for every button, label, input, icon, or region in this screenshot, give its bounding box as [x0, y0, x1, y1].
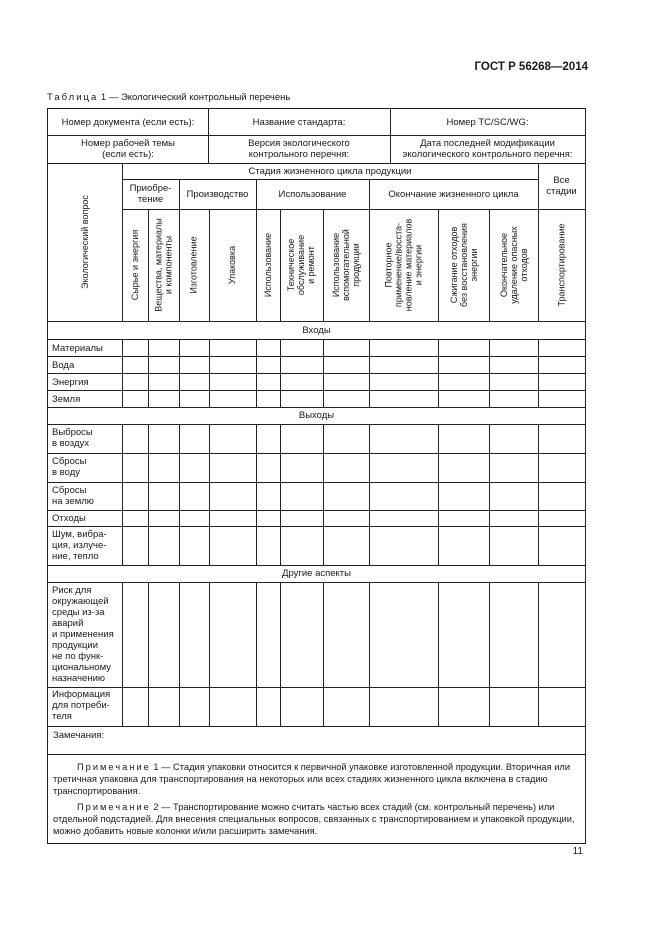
all-stages-header: Все стадии [546, 175, 577, 197]
col-substances: Вещества, материалы и компоненты [153, 218, 174, 312]
last-modified-label: Дата последней модификации экологического контрольного перечня: [402, 138, 573, 160]
note-1 [53, 761, 580, 797]
row-waste: Отходы [52, 513, 86, 524]
section-outputs: Выходы [298, 410, 335, 421]
row-noise: Шум, вибра- ция, излуче- ние, тепло [52, 529, 107, 562]
col-auxiliary: Использование вспомогательной продукции [331, 229, 362, 301]
caption-text: 1 — Экологический контрольный перечень [100, 92, 291, 103]
row-water: Вода [52, 359, 75, 371]
row-water-discharges: Сбросы в воду [52, 456, 87, 478]
section-inputs: Входы [302, 324, 331, 336]
section-other: Другие аспекты [282, 568, 351, 579]
row-energy: Энергия [52, 376, 89, 388]
col-transport: Транспортирование [556, 223, 567, 307]
group-end-of-life: Окончание жизненного цикла [388, 188, 519, 200]
eco-issue-header: Экологический вопрос [80, 195, 90, 289]
document-code: ГОСТ Р 56268—2014 [474, 61, 588, 73]
lifecycle-header: Стадия жизненного цикла продукции [248, 165, 412, 177]
work-item-label: Номер рабочей темы (если есть): [80, 138, 176, 160]
col-incineration: Сжигание отходов без восстановления энергии [448, 223, 479, 307]
table-caption [47, 92, 290, 103]
col-raw-energy: Сырье и энергия [130, 229, 141, 301]
note-2 [53, 801, 580, 837]
note-2-text: 2 — Транспортирование можно считать частью всех стадий (см. контрольный перечень) или отдельной подстадией. Для внесения специальных вопросов, связанных с транспортированием и упаковкой продукции, можно добавить новые колонки и/или расширить замечания. [53, 802, 575, 836]
caption-word: Таблица [47, 92, 99, 103]
row-air-emissions: Выбросы в воздух [52, 427, 93, 449]
doc-number-label: Номер документа (если есть): [61, 116, 195, 128]
group-acquisition: Приобре- тение [129, 183, 172, 205]
row-land: Земля [52, 393, 81, 405]
col-use: Использование [263, 232, 273, 298]
note-2-label: Примечание [77, 802, 151, 812]
col-final-disposal: Окончательное удаление опасных отходов [498, 226, 529, 304]
col-packaging: Упаковка [227, 245, 238, 285]
standard-name-label: Название стандарта: [252, 116, 346, 128]
note-1-text: 1 — Стадия упаковки относится к первичной упаковке изготовленной продукции. Вторичная или третичная упаковка для транспортирования на некоторых или всех стадиях жизненного цикла включена в стадию транспортирования. [53, 762, 571, 796]
col-recovery: Повторное применение/восста- новление материалов и энергии [383, 218, 424, 312]
note-1-label: Примечание [77, 762, 151, 772]
row-consumer-info: Информация для потреби- теля [52, 689, 111, 722]
group-use: Использование [278, 188, 347, 200]
row-risk: Риск для окружающей среды из-за аварий и применения продукции не по функ- циональному назначению [52, 585, 114, 684]
checklist-version-label: Версия экологического контрольного перечня: [248, 138, 350, 160]
col-manufacturing: Изготовление [189, 236, 200, 294]
page-number: 11 [572, 846, 583, 857]
eco-checklist-table [47, 108, 586, 844]
group-production: Производство [186, 188, 249, 200]
tc-number-label: Номер TC/SC/WG: [446, 116, 529, 128]
row-materials: Материалы [52, 342, 103, 354]
remarks-label: Замечания: [53, 730, 105, 741]
row-soil-discharges: Сбросы на землю [52, 485, 94, 507]
col-maintenance: Техническое обслуживание и ремонт [286, 234, 317, 296]
